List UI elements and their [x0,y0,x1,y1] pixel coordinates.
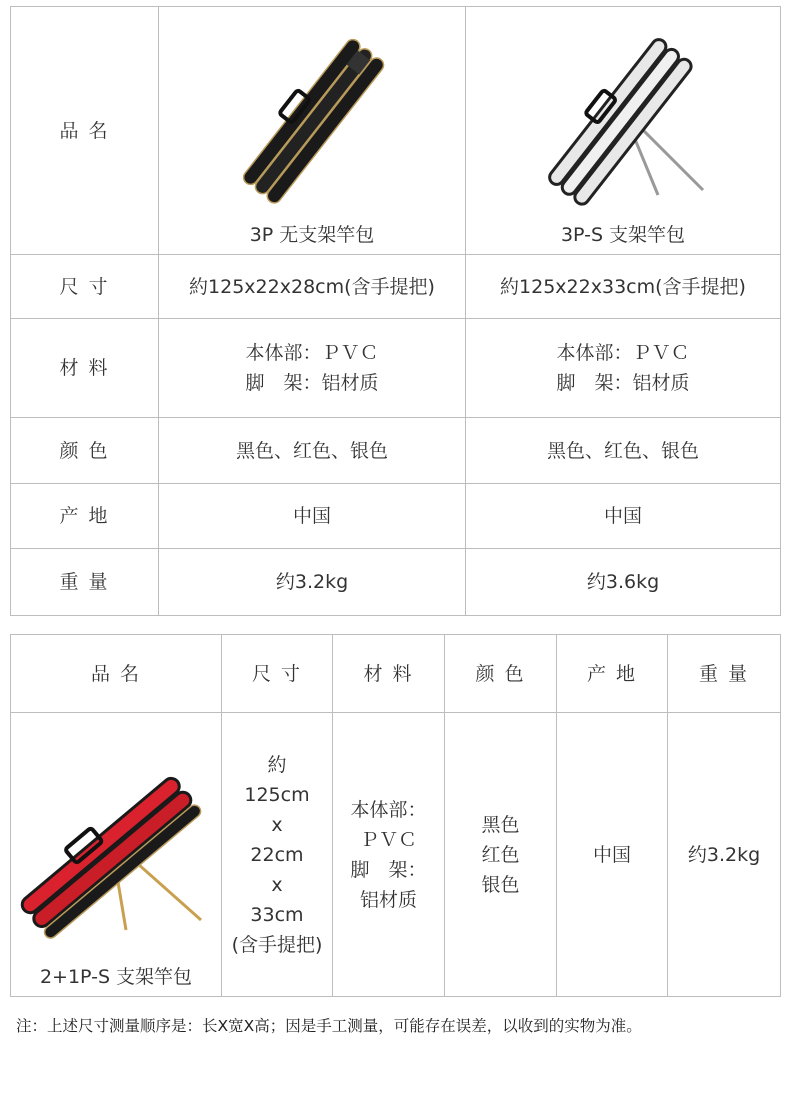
weight-3p: 约3.2kg [159,549,466,616]
material-line: 本体部： [350,798,427,821]
table-row [11,713,781,997]
size-line: 22cm [250,843,304,866]
product-name-3p: 3P 无支架竿包 [249,224,375,246]
weight-2plus1ps: 约3.2kg [668,713,781,997]
table-row [11,7,781,255]
label-material: 材 料 [11,319,159,418]
weight-3ps: 约3.6kg [466,549,781,616]
rod-bag-2plus1ps-image [16,740,216,940]
size-line: x [271,873,283,896]
table-row [11,319,781,418]
color-line: 红色 [481,843,520,866]
product-cell-2plus1ps [11,713,222,997]
table-row [11,418,781,484]
table-row [11,549,781,616]
colors-2plus1ps [445,713,557,997]
size-line: 33cm [250,903,304,926]
header-material: 材 料 [333,635,445,713]
material-body: 本体部：ＰＶＣ [245,342,379,364]
size-line: 約 [267,753,287,776]
header-name: 品 名 [11,635,222,713]
origin-2plus1ps: 中国 [557,713,668,997]
origin-3ps: 中国 [466,484,781,549]
material-stand: 脚 架：铝材质 [245,372,379,394]
color-line: 银色 [481,873,520,896]
header-weight: 重 量 [668,635,781,713]
rod-bag-3ps-image [523,20,723,220]
size-2plus1ps [222,713,333,997]
header-size: 尺 寸 [222,635,333,713]
rod-bag-3p-image [227,20,397,220]
material-line: 脚 架： [350,858,427,881]
header-origin: 产 地 [557,635,668,713]
material-line: ＰＶＣ [359,828,417,851]
label-color: 颜 色 [11,418,159,484]
origin-3p: 中国 [159,484,466,549]
material-line: 铝材质 [359,888,417,911]
colors-3ps: 黑色、红色、银色 [466,418,781,484]
size-line: (含手提把) [231,933,323,956]
size-3ps: 約125x22x33cm(含手提把) [466,255,781,319]
table-header-row [11,635,781,713]
material-3p [159,319,466,418]
product-name-3ps: 3P-S 支架竿包 [560,224,686,246]
material-body: 本体部：ＰＶＣ [556,342,690,364]
material-stand: 脚 架：铝材质 [556,372,690,394]
product-cell-3p [159,7,466,255]
product-cell-3ps [466,7,781,255]
label-size: 尺 寸 [11,255,159,319]
material-2plus1ps [333,713,445,997]
table-row [11,484,781,549]
spec-table-secondary [10,634,781,997]
size-line: 125cm [244,783,310,806]
product-name-2plus1ps: 2+1P-S 支架竿包 [39,966,193,988]
colors-3p: 黑色、红色、银色 [159,418,466,484]
header-color: 颜 色 [445,635,557,713]
material-3ps [466,319,781,418]
label-weight: 重 量 [11,549,159,616]
color-line: 黑色 [481,813,520,836]
measurement-note: 注：上述尺寸测量顺序是：长X宽X高；因是手工测量，可能存在误差，以收到的实物为准。 [16,1017,642,1035]
table-row [11,255,781,319]
label-origin: 产 地 [11,484,159,549]
size-3p: 約125x22x28cm(含手提把) [159,255,466,319]
size-line: x [271,813,283,836]
spec-table-primary [10,6,781,616]
label-name: 品 名 [11,7,159,255]
